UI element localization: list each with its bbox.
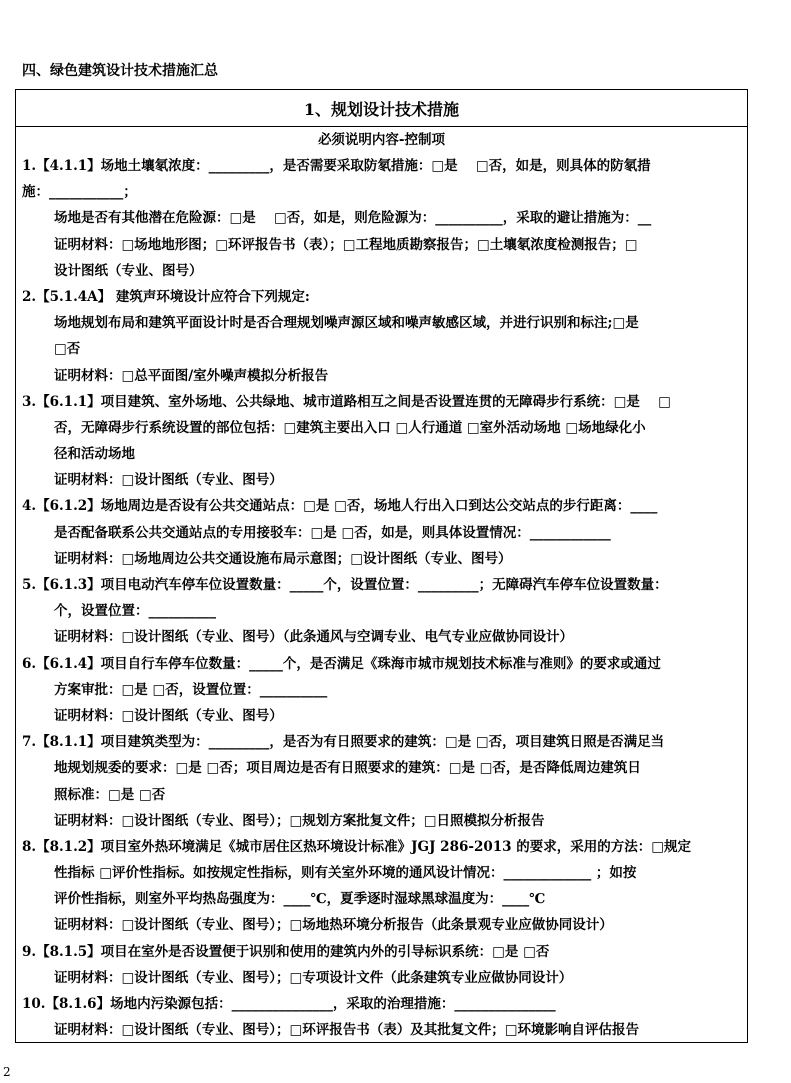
content-line: 9.【8.1.5】项目在室外是否设置便于识别和使用的建筑内外的引导标识系统：□是 □否: [22, 943, 550, 960]
content-line: 照标准：□是 □否: [54, 786, 166, 803]
content-line: 7.【8.1.1】项目建筑类型为：_________，是否为有日照要求的建筑：□是 □否，项目建筑日照是否满足当: [22, 734, 665, 751]
content-line: 设计图纸（专业、图号）: [54, 262, 203, 279]
table-subtitle: 必须说明内容-控制项: [317, 132, 446, 148]
content-line: 证明材料：□总平面图/室外噪声模拟分析报告: [54, 367, 329, 384]
content-line: 证明材料：□设计图纸（专业、图号）: [54, 707, 283, 724]
content-line: 评价性指标，则室外平均热岛强度为：____℃，夏季逐时湿球黑球温度为：____℃: [54, 891, 546, 908]
page-number: 2: [3, 1065, 11, 1079]
content-line: 3.【6.1.1】项目建筑、室外场地、公共绿地、城市道路相互之间是否设置连贯的无障碍步行系统：□是 □: [22, 393, 671, 410]
content-line: □否: [54, 341, 81, 358]
content-line: 方案审批：□是 □否，设置位置：__________: [54, 681, 328, 698]
content-line: 证明材料：□场地周边公共交通设施布局示意图；□设计图纸（专业、图号）: [54, 550, 512, 567]
table-body: [16, 128, 747, 1043]
content-line: 径和活动场地: [54, 446, 135, 463]
table-title: 1、规划设计技术措施: [16, 90, 747, 127]
measures-table: [15, 89, 748, 1043]
content-line: 证明材料：□设计图纸（专业、图号）；□场地热环境分析报告（此条景观专业应做协同设计）: [54, 917, 613, 934]
content-line: 1.【4.1.1】场地土壤氡浓度：_________，是否需要采取防氡措施：□是 □否，如是，则具体的防氡措: [22, 158, 651, 174]
content-line: 否，无障碍步行系统设置的部位包括：□建筑主要出入口 □人行通道 □室外活动场地 □场地绿化小: [54, 419, 646, 436]
content-line: 证明材料：□场地地形图；□环评报告书（表）；□工程地质勘察报告；□土壤氡浓度检测报告；□: [54, 236, 638, 253]
content-line: 性指标 □评价性指标。如按规定性指标，则有关室外环境的通风设计情况：_____________ ；如按: [54, 865, 637, 882]
content-line: 5.【6.1.3】项目电动汽车停车位设置数量：_____个，设置位置：_________；无障碍汽车停车位设置数量：: [22, 577, 668, 593]
content-line: 地规划规委的要求：□是 □否；项目周边是否有日照要求的建筑：□是 □否，是否降低周边建筑日: [54, 760, 641, 777]
content-line: 个，设置位置：__________: [54, 603, 216, 620]
content-line: 6.【6.1.4】项目自行车停车位数量：_____个，是否满足《珠海市城市规划技术标准与准则》的要求或通过: [22, 655, 661, 672]
content-line: 证明材料：□设计图纸（专业、图号）；□规划方案批复文件；□日照模拟分析报告: [54, 812, 545, 829]
content-line: 场地是否有其他潜在危险源：□是 □否，如是，则危险源为：__________，采取的避让措施为：__: [54, 210, 652, 227]
content-line: 场地规划布局和建筑平面设计时是否合理规划噪声源区域和噪声敏感区域，并进行识别和标注;□是: [54, 315, 639, 332]
content-line: 是否配备联系公共交通站点的专用接驳车：□是 □否，如是，则具体设置情况：____________: [54, 524, 611, 541]
content-line: 证明材料：□设计图纸（专业、图号）；□专项设计文件（此条建筑专业应做协同设计）: [54, 969, 573, 986]
content-line: 证明材料：□设计图纸（专业、图号）（此条通风与空调专业、电气专业应做协同设计）: [54, 629, 574, 646]
content-line: 8.【8.1.2】项目室外热环境满足《城市居住区热环境设计标准》JGJ 286-2013 的要求，采用的方法：□规定: [22, 838, 691, 855]
content-line: 4.【6.1.2】场地周边是否设有公共交通站点：□是 □否，场地人行出入口到达公交站点的步行距离：____: [22, 498, 658, 515]
section-heading: 四、绿色建筑设计技术措施汇总: [22, 63, 218, 79]
content-lines: [22, 153, 741, 1043]
content-line: 10.【8.1.6】场地内污染源包括：_______________，采取的治理措施：_______________: [22, 996, 556, 1012]
content-line: 施：___________；: [22, 184, 137, 201]
content-line: 证明材料：□设计图纸（专业、图号）: [54, 472, 283, 489]
content-line: 证明材料：□设计图纸（专业、图号）；□环评报告书（表）及其批复文件；□环境影响自评估报告: [54, 1022, 640, 1039]
content-line: 2.【5.1.4A】 建筑声环境设计应符合下列规定:: [22, 288, 310, 305]
